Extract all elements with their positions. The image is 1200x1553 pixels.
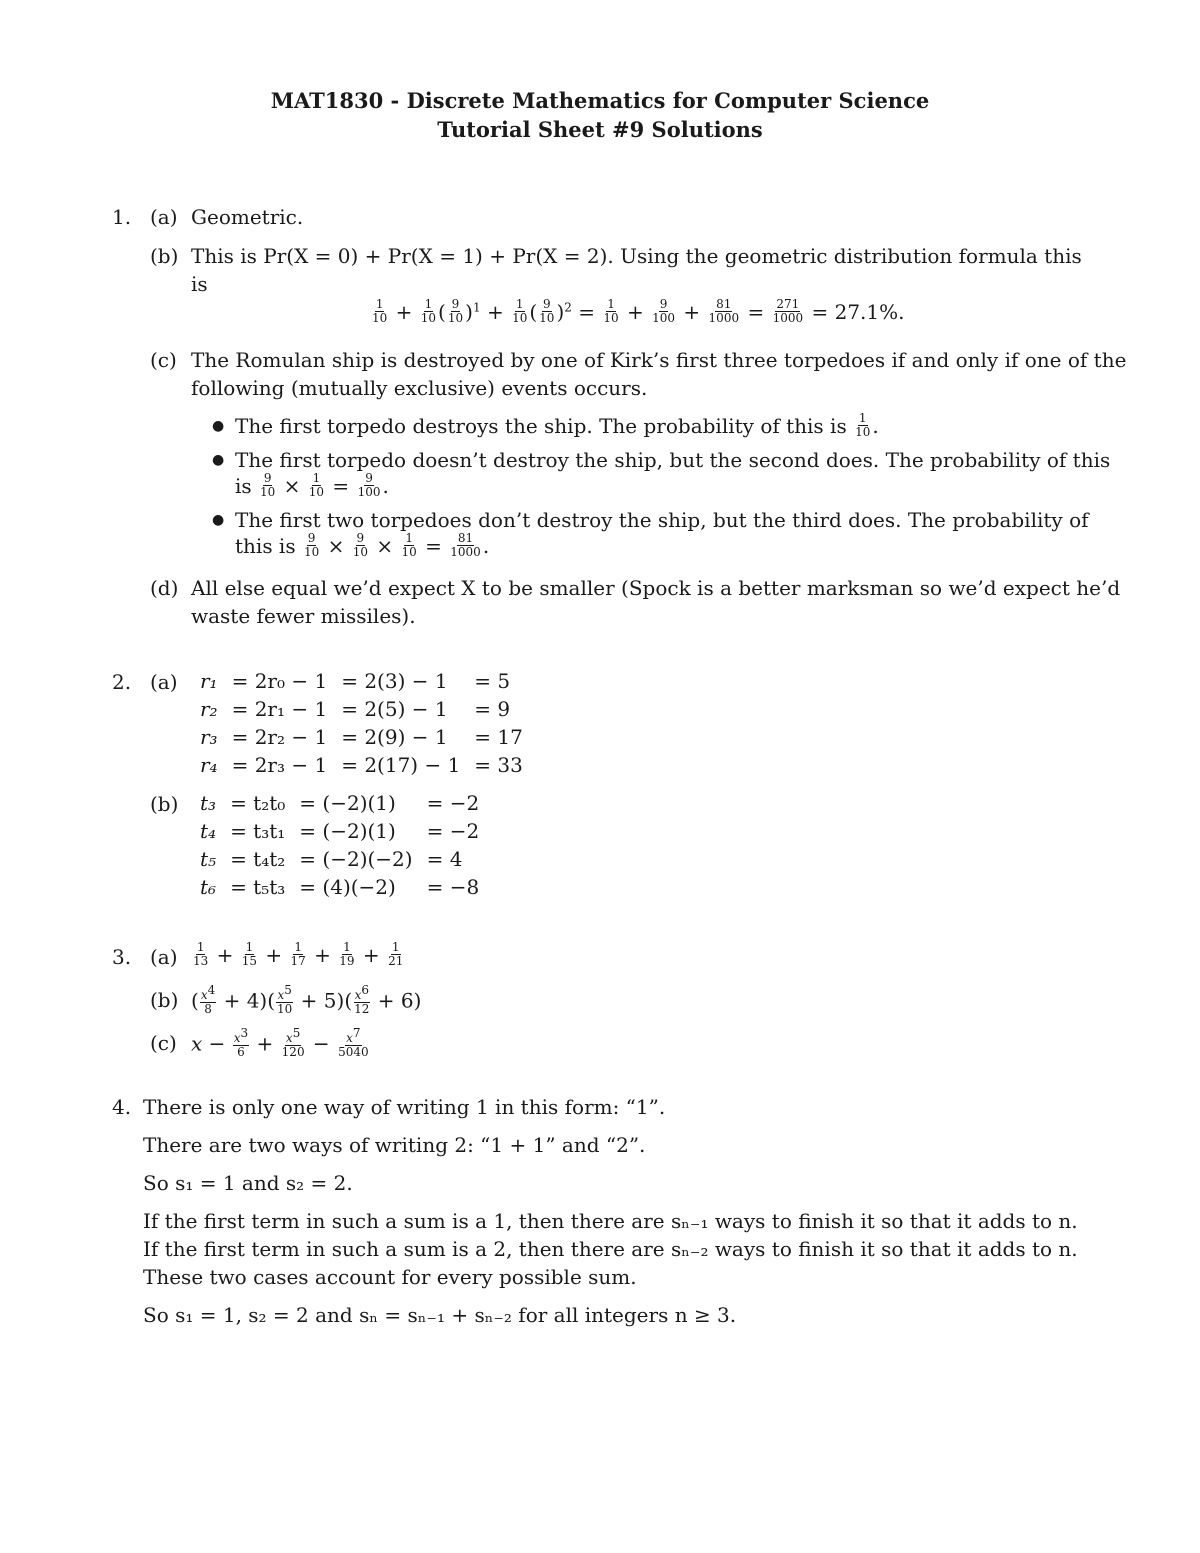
q4-para-4: If the first term in such a sum is a 1, then there are sₙ₋₁ ways to finish it so that it adds to n. bbox=[143, 1209, 1078, 1233]
q1c-bullet-3a: The first two torpedoes don’t destroy the ship, but the third does. The probability of bbox=[235, 508, 1089, 532]
q1c-text-2: following (mutually exclusive) events occurs. bbox=[191, 376, 648, 400]
q1b-formula: $\frac{1}{10}$ + $\frac{1}{10}$ ( $\frac{9}{10}$ )$^1$ + $\frac{1}{10}$ ( $\frac{9}{10}$ )$^2$ = $\frac{1}{10}$ + $\frac{9}{100}$ + $\frac{81}{1000}$ = $\frac{271}{1000}$ = 27.1%. bbox=[372, 297, 905, 325]
q2a-equations bbox=[200, 667, 537, 779]
equation-row: r₁ = 2r₀ − 1 = 2(3) − 1 = 5 bbox=[200, 669, 511, 693]
q1-number: 1. bbox=[112, 205, 132, 229]
q1a-text: Geometric. bbox=[191, 205, 304, 229]
q3b-formula: ( $\frac{x^4}{8}$ + 4)( $\frac{x^5}{10}$ + 5)( $\frac{x^6}{12}$ + 6) bbox=[191, 983, 422, 1016]
q1b-result: = 27.1%. bbox=[811, 300, 905, 324]
q1d-text-2: waste fewer missiles). bbox=[191, 604, 416, 628]
q4-para-3: So s₁ = 1 and s₂ = 2. bbox=[143, 1171, 353, 1195]
q1b-text-2: is bbox=[191, 272, 208, 296]
q1c-text-1: The Romulan ship is destroyed by one of Kirk’s first three torpedoes if and only if one of the bbox=[191, 348, 1127, 372]
q2a-label: (a) bbox=[150, 670, 178, 694]
q1b-label: (b) bbox=[150, 244, 179, 268]
equation-row: r₂ = 2r₁ − 1 = 2(5) − 1 = 9 bbox=[200, 697, 511, 721]
q4-number: 4. bbox=[112, 1095, 132, 1119]
bullet-icon: ● bbox=[212, 418, 225, 434]
q1c-bullet-1: The first torpedo destroys the ship. The probability of this is $\frac{1}{10}$ . bbox=[235, 411, 879, 439]
q3b-label: (b) bbox=[150, 988, 179, 1012]
q1d-text-1: All else equal we’d expect X to be smaller (Spock is a better marksman so we’d expect he’d bbox=[191, 576, 1121, 600]
q3-number: 3. bbox=[112, 945, 132, 969]
q1c-bullet-2a: The first torpedo doesn’t destroy the ship, but the second does. The probability of this bbox=[235, 448, 1111, 472]
q3c-label: (c) bbox=[150, 1031, 177, 1055]
equation-row: t₄ = t₃t₁ = (−2)(1) = −2 bbox=[200, 819, 480, 843]
q2-number: 2. bbox=[112, 670, 132, 694]
q4-para-7: So s₁ = 1, s₂ = 2 and sₙ = sₙ₋₁ + sₙ₋₂ for all integers n ≥ 3. bbox=[143, 1303, 737, 1327]
bullet-icon: ● bbox=[212, 452, 225, 468]
q3c-formula: x − $\frac{x^3}{6}$ + $\frac{x^5}{120}$ − $\frac{x^7}{5040}$ bbox=[191, 1026, 369, 1059]
q3a-formula: $\frac{1}{13}$ + $\frac{1}{15}$ + $\frac{1}{17}$ + $\frac{1}{19}$ + $\frac{1}{21}$ bbox=[193, 940, 404, 968]
equation-row: t₆ = t₅t₃ = (4)(−2) = −8 bbox=[200, 875, 480, 899]
equation-row: t₃ = t₂t₀ = (−2)(1) = −2 bbox=[200, 791, 480, 815]
q2b-label: (b) bbox=[150, 792, 179, 816]
document-subtitle: Tutorial Sheet #9 Solutions bbox=[437, 117, 763, 142]
q1a-label: (a) bbox=[150, 205, 178, 229]
q1c-bullet-3b: this is $\frac{9}{10}$ × $\frac{9}{10}$ × $\frac{1}{10}$ = $\frac{81}{1000}$ . bbox=[235, 531, 490, 559]
equation-row: t₅ = t₄t₂ = (−2)(−2) = 4 bbox=[200, 847, 463, 871]
q4-para-1: There is only one way of writing 1 in this form: “1”. bbox=[143, 1095, 666, 1119]
q1b-text-1: This is Pr(X = 0) + Pr(X = 1) + Pr(X = 2). Using the geometric distribution formula this bbox=[191, 244, 1082, 268]
q1c-bullet-2b: is $\frac{9}{10}$ × $\frac{1}{10}$ = $\frac{9}{100}$ . bbox=[235, 471, 389, 499]
bullet-icon: ● bbox=[212, 512, 225, 528]
equation-row: r₃ = 2r₂ − 1 = 2(9) − 1 = 17 bbox=[200, 725, 523, 749]
q4-para-5: If the first term in such a sum is a 2, then there are sₙ₋₂ ways to finish it so that it adds to n. bbox=[143, 1237, 1078, 1261]
document-title: MAT1830 - Discrete Mathematics for Computer Science bbox=[270, 88, 930, 113]
q4-para-2: There are two ways of writing 2: “1 + 1” and “2”. bbox=[143, 1133, 646, 1157]
q3a-label: (a) bbox=[150, 945, 178, 969]
q2b-equations bbox=[200, 789, 493, 901]
equation-row: r₄ = 2r₃ − 1 = 2(17) − 1 = 33 bbox=[200, 753, 523, 777]
q1c-label: (c) bbox=[150, 348, 177, 372]
q4-para-6: These two cases account for every possible sum. bbox=[143, 1265, 637, 1289]
q1d-label: (d) bbox=[150, 576, 179, 600]
